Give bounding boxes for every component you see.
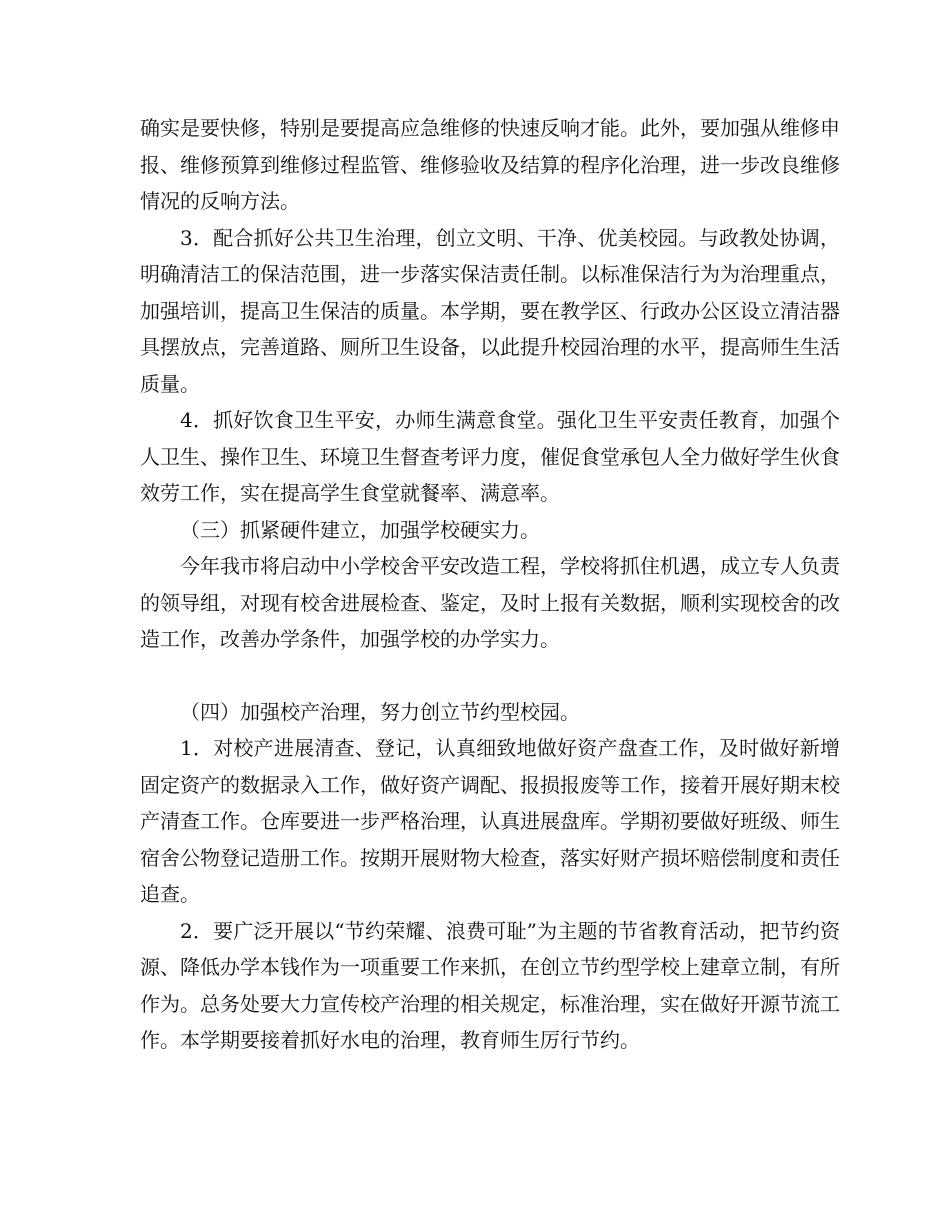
section-heading-3: （三）抓紧硬件建立，加强学校硬实力。 (180, 517, 540, 542)
body-text (140, 110, 840, 1059)
paragraph-item-2: 2．要广泛开展以“节约荣耀、浪费可耻”为主题的节省教育活动，把节约资源、降低办学本钱作为一项重要工作来抓，在创立节约型学校上建章立制，有所作为。总务处要大力宣传校产治理的相关规定，标准治理，实在做好开源节流工作。本学期要接着抓好水电的治理，教育师生厉行节约。 (140, 918, 840, 1052)
paragraph-continuation: 确实是要快修，特别是要提高应急维修的快速反响才能。此外，要加强从维修申报、维修预算到维修过程监管、维修验收及结算的程序化治理，进一步改良维修情况的反响方法。 (140, 116, 840, 213)
paragraph-section-3-body: 今年我市将启动中小学校舍平安改造工程，学校将抓住机遇，成立专人负责的领导组，对现有校舍进展检查、鉴定，及时上报有关数据，顺利实现校舍的改造工作，改善办学条件，加强学校的办学实力。 (140, 554, 840, 651)
section-heading-4: （四）加强校产治理，努力创立节约型校园。 (180, 699, 580, 724)
paragraph-item-3: 3．配合抓好公共卫生治理，创立文明、干净、优美校园。与政教处协调，明确清洁工的保洁范围，进一步落实保洁责任制。以标准保洁行为为治理重点，加强培训，提高卫生保洁的质量。本学期，要在教学区、行政办公区设立清洁器具摆放点，完善道路、厕所卫生设备，以此提升校园治理的水平，提高师生生活质量。 (140, 225, 840, 396)
paragraph-item-4: 4．抓好饮食卫生平安，办师生满意食堂。强化卫生平安责任教育，加强个人卫生、操作卫生、环境卫生督查考评力度，催促食堂承包人全力做好学生伙食效劳工作，实在提高学生食堂就餐率、满意率。 (140, 408, 840, 505)
paragraph-item-1: 1．对校产进展清查、登记，认真细致地做好资产盘查工作，及时做好新增固定资产的数据录入工作，做好资产调配、报损报废等工作，接着开展好期末校产清查工作。仓库要进一步严格治理，认真进展盘库。学期初要做好班级、师生宿舍公物登记造册工作。按期开展财物大检查，落实好财产损坏赔偿制度和责任追查。 (140, 736, 840, 906)
